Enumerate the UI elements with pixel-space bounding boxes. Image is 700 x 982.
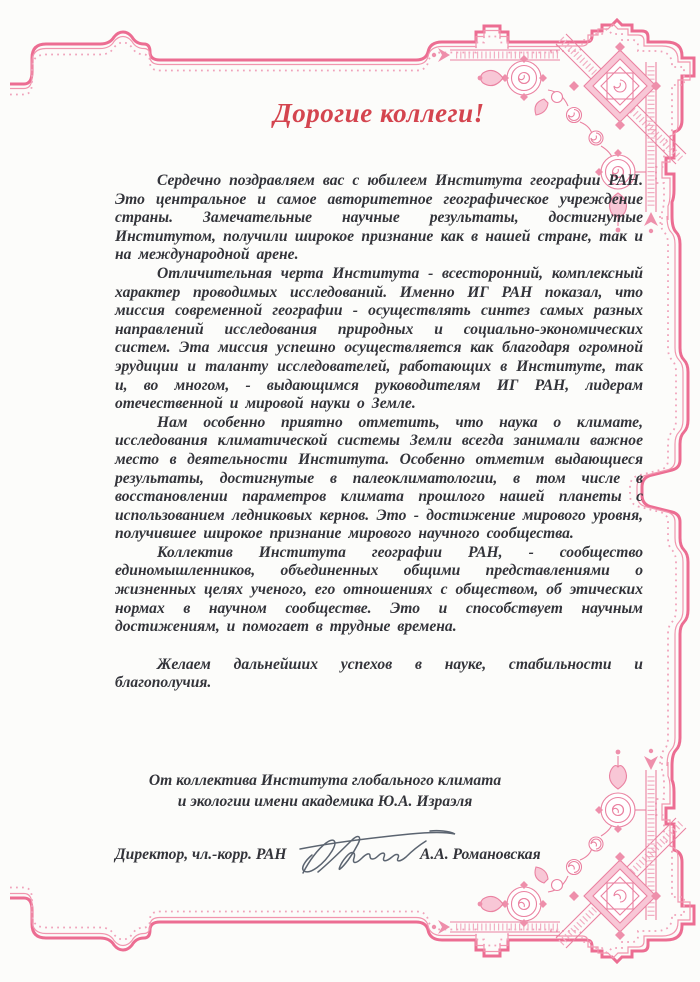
sender-line-2: и экологии имени академика Ю.А. Израэля [177, 793, 473, 810]
signer-name: А.А. Романовская [420, 846, 541, 863]
paragraph-2: Отличительная черта Института - всесторонний, комплексный характер проводимых исследований. Именно ИГ РАН показал, что миссия современной географии - осуществлять синтез самых разных направлений исследования природных и социально-экономических систем. Эта миссия успешно осуществляется как благодаря огромной эрудиции и таланту исследователей, работающих в Институте, так и, во многом, - выдающимся руководителям ИГ РАН, лидерам отечественной и мировой науки о Земле. [115, 264, 643, 413]
letter-title: Дорогие коллеги! [273, 98, 485, 128]
signer-title: Директор, чл.-корр. РАН [115, 846, 287, 863]
sender-line-1: От коллектива Института глобального климата [148, 772, 502, 789]
paragraph-4: Коллектив Института географии РАН, - сообщество единомышленников, объединенных общими представлениями о жизненных целях ученого, его отношениях с обществом, об этических нормах в научном сообществе. Это и способствует научным достижениям, и помогает в трудные времена. [115, 543, 643, 636]
paragraph-1: Сердечно поздравляем вас с юбилеем Института географии РАН. Это центральное и самое авторитетное географическое учреждение страны. Замечательные научные результаты, достигнутые Институтом, получили широкое признание как в нашей стране, так и на международной арене. [115, 172, 643, 264]
paragraph-3: Нам особенно приятно отметить, что наука о климате, исследования климатической системы Земли всегда занимали важное место в деятельности Института. Особенно отметим выдающиеся результаты, достигнутые в палеоклиматологии, в том числе в восстановлении параметров климата прошлого нашей планеты с использованием ледниковых кернов. Это - достижение мирового уровня, получившее широкое признание мирового научного сообщества. [115, 413, 643, 543]
closing-wish: Желаем дальнейших успехов в науке, стабильности и благополучия. [115, 655, 643, 692]
